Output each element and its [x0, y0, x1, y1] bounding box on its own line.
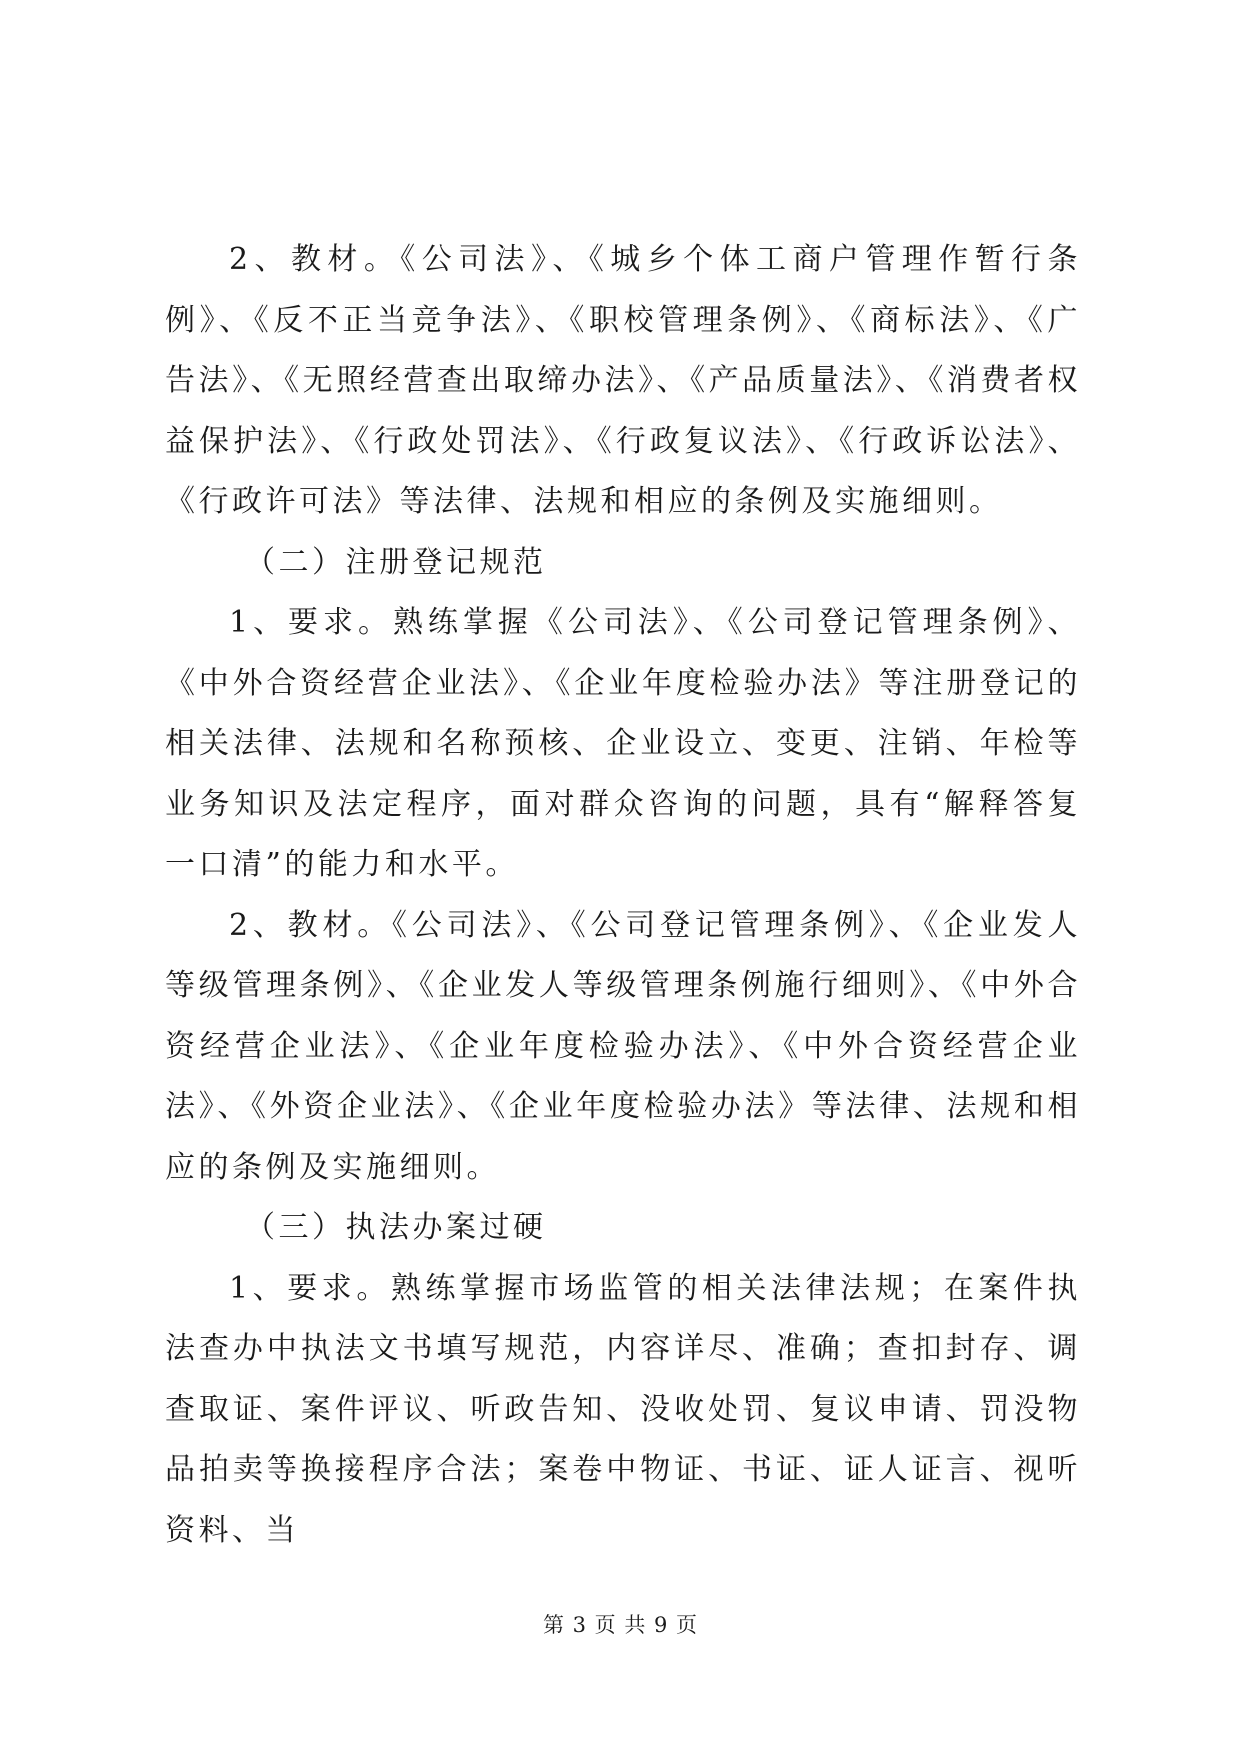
paragraph-requirement-1: 1、要求。熟练掌握《公司法》、《公司登记管理条例》、《中外合资经营企业法》、《企业年度检验办法》等注册登记的相关法律、法规和名称预核、企业设立、变更、注销、年检等业务知识及法定程序，面对群众咨询的问题，具有“解释答复一口清”的能力和水平。 [165, 605, 1081, 882]
section-heading-registration: （二）注册登记规范 [245, 544, 547, 580]
paragraph-requirement-2: 1、要求。熟练掌握市场监管的相关法律法规；在案件执法查办中执法文书填写规范，内容详尽、准确；查扣封存、调查取证、案件评议、听政告知、没收处罚、复议申请、罚没物品拍卖等换接程序合法；案卷中物证、书证、证人证言、视听资料、当 [165, 1270, 1081, 1548]
document-body [165, 230, 1081, 1561]
page-number-footer: 第 3 页 共 9 页 [542, 1613, 699, 1637]
paragraph-textbook-1: 2、教材。《公司法》、《城乡个体工商户管理作暂行条例》、《反不正当竞争法》、《职校管理条例》、《商标法》、《广告法》、《无照经营查出取缔办法》、《产品质量法》、《消费者权益保护法》、《行政处罚法》、《行政复议法》、《行政诉讼法》、《行政许可法》等法律、法规和相应的条例及实施细则。 [165, 242, 1081, 519]
paragraph-textbook-2: 2、教材。《公司法》、《公司登记管理条例》、《企业发人等级管理条例》、《企业发人等级管理条例施行细则》、《中外合资经营企业法》、《企业年度检验办法》、《中外合资经营企业法》、《外资企业法》、《企业年度检验办法》等法律、法规和相应的条例及实施细则。 [165, 907, 1081, 1185]
section-heading-enforcement: （三）执法办案过硬 [245, 1210, 547, 1245]
